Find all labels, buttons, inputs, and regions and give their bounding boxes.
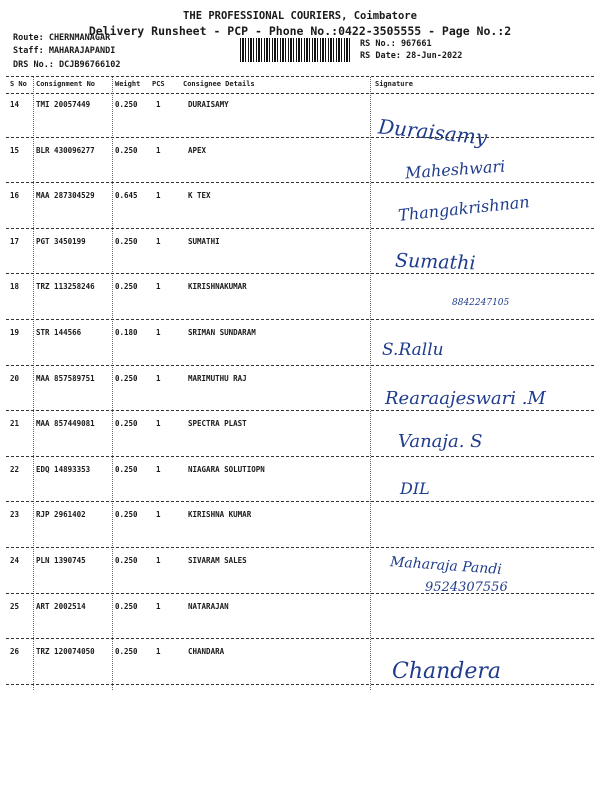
handwritten-signature: Sumathi xyxy=(394,249,476,275)
col-head-pcs: PCS xyxy=(152,80,165,88)
row-consignment-no: PGT 3450199 xyxy=(36,236,86,246)
row-sno: 16 xyxy=(10,191,20,201)
row-weight: 0.645 xyxy=(115,191,138,201)
row-divider xyxy=(6,182,594,183)
row-weight: 0.250 xyxy=(115,419,138,429)
drs-number: DRS No.: DCJB96766102 xyxy=(13,60,121,70)
handwritten-signature: Rearaajeswari .M xyxy=(385,387,546,409)
row-pcs: 1 xyxy=(156,464,161,474)
row-consignee: KIRISHNA KUMAR xyxy=(188,510,252,520)
row-consignee: K TEX xyxy=(188,191,211,201)
row-consignee: SPECTRA PLAST xyxy=(188,419,247,429)
row-pcs: 1 xyxy=(156,419,161,429)
row-divider xyxy=(6,684,594,685)
row-sno: 24 xyxy=(10,556,20,565)
handwritten-signature: Chandera xyxy=(392,659,502,685)
row-consignee: SIVARAM SALES xyxy=(188,556,247,565)
handwritten-phone-note: 8842247105 xyxy=(452,298,510,309)
row-consignment-no: MAA 287304529 xyxy=(36,191,95,201)
row-weight: 0.250 xyxy=(115,236,138,246)
row-pcs: 1 xyxy=(156,328,161,337)
row-weight: 0.250 xyxy=(115,510,138,520)
col-head-weight: Weight xyxy=(115,80,141,88)
row-consignment-no: EDQ 14893353 xyxy=(36,464,91,474)
header-top-rule xyxy=(6,76,594,77)
row-sno: 25 xyxy=(10,601,20,611)
row-sno: 22 xyxy=(10,464,20,474)
row-consignee: NIAGARA SOLUTIOPN xyxy=(188,464,265,474)
rs-date: RS Date: 28-Jun-2022 xyxy=(360,51,463,61)
handwritten-phone-note: 9524307556 xyxy=(425,580,508,595)
row-pcs: 1 xyxy=(156,510,161,520)
row-divider xyxy=(6,137,594,138)
row-sno: 20 xyxy=(10,373,20,383)
row-consignment-no: ART 2002514 xyxy=(36,601,86,611)
row-divider xyxy=(6,228,594,229)
row-pcs: 1 xyxy=(156,191,161,201)
route-label: Route: CHERNMANAGAR xyxy=(13,33,111,43)
row-divider xyxy=(6,547,594,548)
row-sno: 15 xyxy=(10,145,20,155)
rs-number: RS No.: 967661 xyxy=(360,39,432,49)
staff-label: Staff: MAHARAJAPANDI xyxy=(13,46,116,56)
row-pcs: 1 xyxy=(156,647,161,657)
row-weight: 0.250 xyxy=(115,145,138,155)
row-weight: 0.250 xyxy=(115,556,138,565)
row-consignment-no: MAA 857589751 xyxy=(36,373,95,383)
row-consignment-no: TMI 20057449 xyxy=(36,100,91,109)
row-pcs: 1 xyxy=(156,556,161,565)
column-divider xyxy=(370,77,371,690)
row-divider xyxy=(6,319,594,320)
row-divider xyxy=(6,501,594,502)
row-consignee: NATARAJAN xyxy=(188,601,229,611)
row-consignment-no: PLN 1390745 xyxy=(36,556,86,565)
row-weight: 0.250 xyxy=(115,647,138,657)
barcode-image xyxy=(240,38,352,62)
row-divider xyxy=(6,593,594,594)
row-sno: 26 xyxy=(10,647,20,657)
handwritten-signature: S.Rallu xyxy=(382,340,444,360)
row-sno: 19 xyxy=(10,328,20,337)
row-pcs: 1 xyxy=(156,282,161,292)
row-pcs: 1 xyxy=(156,100,161,109)
row-weight: 0.250 xyxy=(115,601,138,611)
row-consignment-no: TRZ 120074050 xyxy=(36,647,95,657)
row-weight: 0.250 xyxy=(115,100,138,109)
row-pcs: 1 xyxy=(156,373,161,383)
handwritten-signature: Duraisamy xyxy=(377,114,489,150)
header-bottom-rule xyxy=(6,93,594,94)
column-divider xyxy=(33,77,34,690)
row-consignment-no: STR 144566 xyxy=(36,328,82,337)
row-consignment-no: RJP 2961402 xyxy=(36,510,86,520)
handwritten-signature: DIL xyxy=(400,478,430,498)
row-consignment-no: BLR 430096277 xyxy=(36,145,95,155)
handwritten-signature: Maharaja Pandi xyxy=(389,554,503,578)
row-divider xyxy=(6,410,594,411)
company-title: THE PROFESSIONAL COURIERS, Coimbatore xyxy=(183,10,417,22)
row-weight: 0.180 xyxy=(115,328,138,337)
row-weight: 0.250 xyxy=(115,464,138,474)
row-pcs: 1 xyxy=(156,601,161,611)
row-consignee: SUMATHI xyxy=(188,236,220,246)
row-consignee: KIRISHNAKUMAR xyxy=(188,282,247,292)
handwritten-signature: Thangakrishnan xyxy=(397,192,531,226)
row-pcs: 1 xyxy=(156,145,161,155)
col-head-sno: S No xyxy=(10,80,27,88)
row-weight: 0.250 xyxy=(115,282,138,292)
row-consignment-no: MAA 857449081 xyxy=(36,419,95,429)
row-sno: 14 xyxy=(10,100,20,109)
row-divider xyxy=(6,456,594,457)
row-sno: 18 xyxy=(10,282,20,292)
row-weight: 0.250 xyxy=(115,373,138,383)
row-sno: 23 xyxy=(10,510,20,520)
row-consignment-no: TRZ 113258246 xyxy=(36,282,95,292)
row-divider xyxy=(6,365,594,366)
handwritten-signature: Vanaja. S xyxy=(398,431,483,453)
handwritten-signature: Maheshwari xyxy=(404,156,506,183)
row-consignee: DURAISAMY xyxy=(188,100,229,109)
col-head-signature: Signature xyxy=(375,80,413,88)
row-consignee: SRIMAN SUNDARAM xyxy=(188,328,256,337)
row-sno: 17 xyxy=(10,236,20,246)
row-consignee: MARIMUTHU RAJ xyxy=(188,373,247,383)
col-head-consignee: Consignee Details xyxy=(183,80,255,88)
column-divider xyxy=(112,77,113,690)
row-consignee: APEX xyxy=(188,145,207,155)
row-consignee: CHANDARA xyxy=(188,647,225,657)
row-divider xyxy=(6,273,594,274)
runsheet-title: Delivery Runsheet - PCP - Phone No.:0422-3505555 - Page No.:2 xyxy=(88,24,512,38)
row-sno: 21 xyxy=(10,419,20,429)
col-head-consignment: Consignment No xyxy=(36,80,96,88)
row-pcs: 1 xyxy=(156,236,161,246)
row-divider xyxy=(6,638,594,639)
